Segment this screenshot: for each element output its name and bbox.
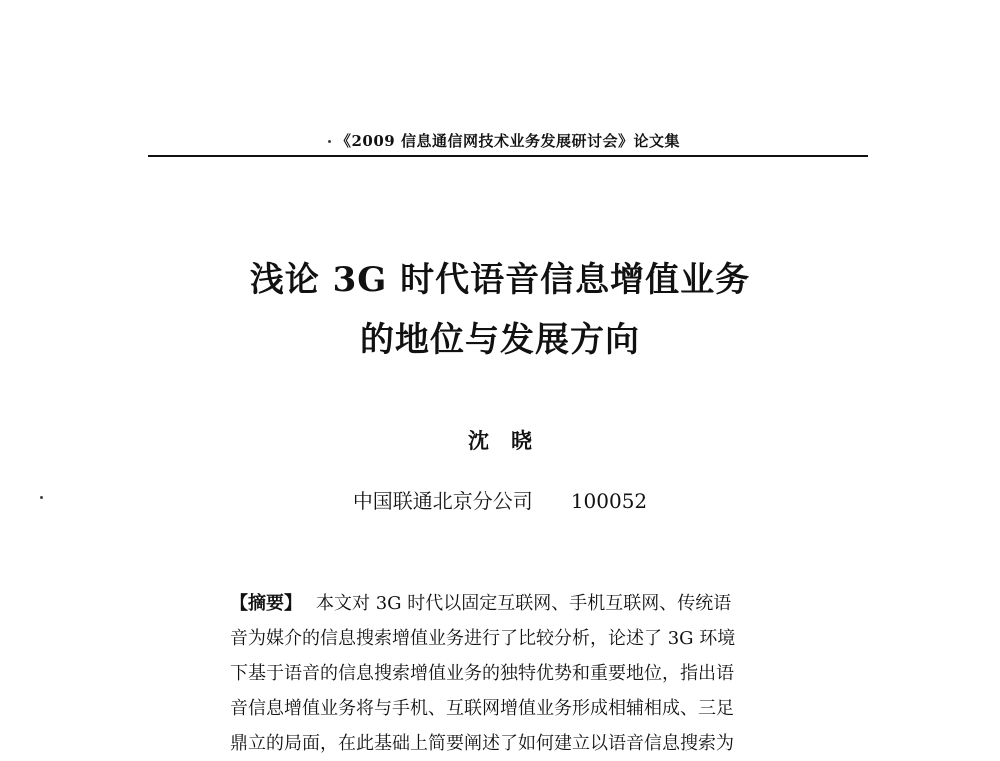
abstract-line (230, 586, 790, 621)
abstract-text: 本文对 3G 时代以固定互联网、手机互联网、传统语 (316, 593, 732, 614)
abstract-line: 音信息增值业务将与手机、互联网增值业务形成相辅相成、三足 (230, 698, 734, 719)
abstract-label: 【摘要】 (230, 593, 302, 614)
paper-title-line-1: 浅论 3G 时代语音信息增值业务 (249, 260, 751, 300)
running-header (148, 128, 868, 158)
abstract-line: 下基于语音的信息搜索增值业务的独特优势和重要地位，指出语 (230, 663, 734, 684)
affiliation (0, 485, 1000, 514)
abstract-line: 音为媒介的信息搜索增值业务进行了比较分析，论述了 3G 环境 (230, 628, 736, 649)
scan-artifact-dot (40, 496, 43, 499)
author-name: 沈晓 (468, 428, 554, 453)
header-rule (148, 155, 868, 157)
scan-artifact-dot (328, 140, 331, 143)
abstract (230, 586, 790, 761)
abstract-line: 鼎立的局面，在此基础上简要阐述了如何建立以语音信息搜索为 (230, 733, 734, 754)
paper-title-line-2: 的地位与发展方向 (360, 320, 640, 360)
journal-title: 《2009 信息通信网技术业务发展研讨会》论文集 (336, 132, 680, 150)
affiliation-name: 中国联通北京分公司 (352, 489, 533, 513)
postcode: 100052 (570, 489, 648, 513)
